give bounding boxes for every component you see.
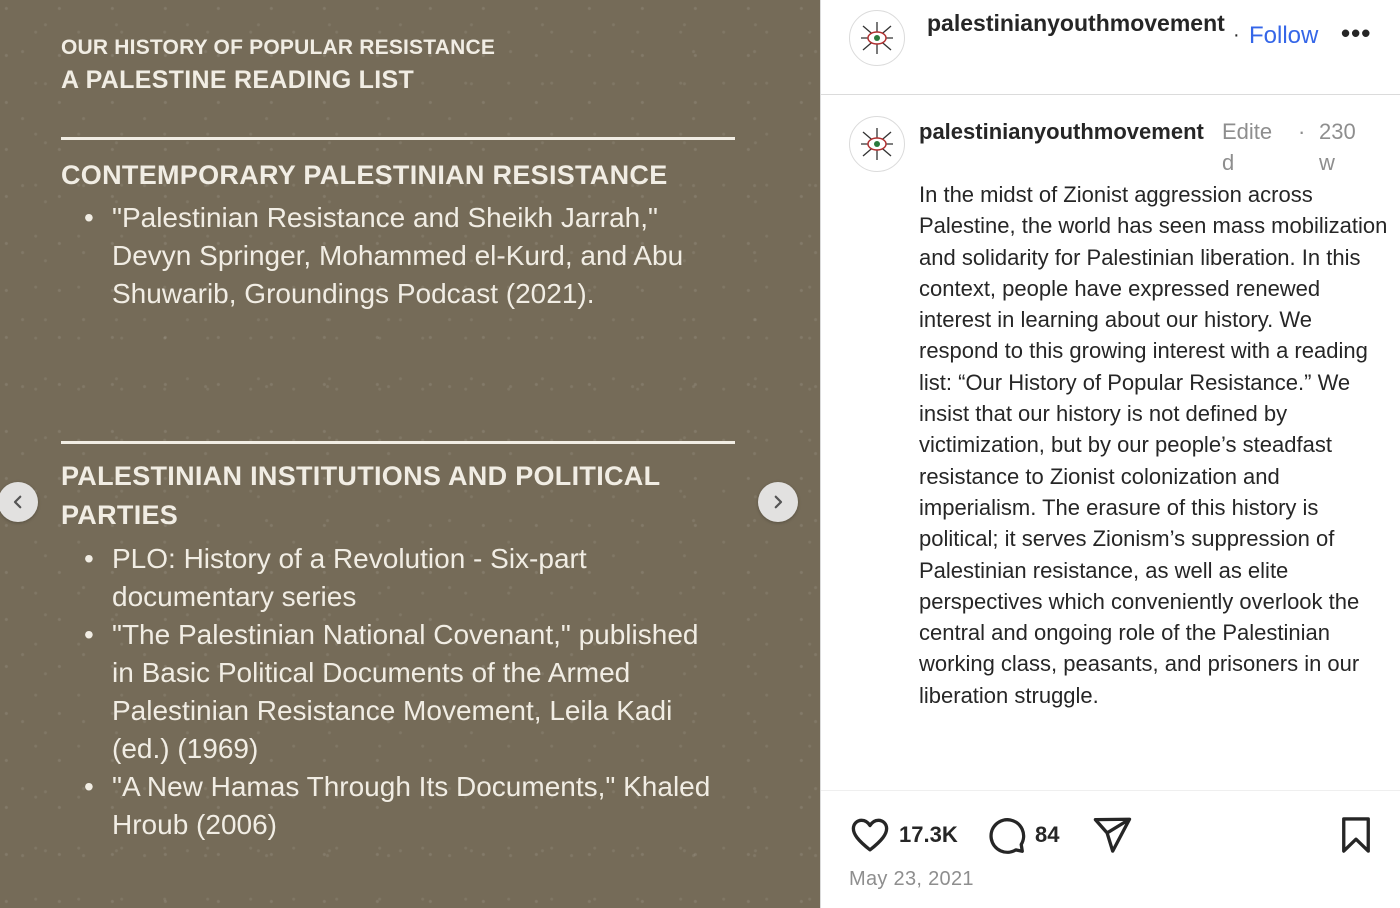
section-divider [61,137,735,140]
reading-list [84,540,724,844]
section-title: CONTEMPORARY PALESTINIAN RESISTANCE [61,160,668,190]
list-item: • PLO: History of a Revolution - Six-part documentary series [84,540,724,616]
slide-heading: OUR HISTORY OF POPULAR RESISTANCE [61,36,496,59]
save-button[interactable] [1335,814,1377,856]
post-date[interactable]: May 23, 2021 [849,868,974,890]
chevron-right-icon [769,493,787,511]
edited-label: Edited [1222,119,1273,175]
logo-icon [857,124,897,164]
separator-dot: · [1298,119,1306,144]
follow-button[interactable]: Follow [1249,22,1319,49]
list-item: • "Palestinian Resistance and Sheikh Jarrah," Devyn Springer, Mohammed el-Kurd, and Abu Shuwarib, Groundings Podcast (2021). [84,199,724,313]
caption-text: In the midst of Zionist aggression across Palestine, the world has seen mass mobilization and solidarity for Palestinian liberation. In this context, people have expressed renewed interest in learning about our history. We respond to this growing interest with a reading list: “Our History of Popular Resistance.” We insist that our history is not defined by victimization, but by our people’s steadfast resistance to Zionist colonization and imperialism. The erasure of this history is political; it serves Zionism’s suppression of Palestinian resistance, as well as elite perspectives which conveniently overlook the central and ongoing role of the Palestinian working class, peasants, and prisoners in our liberation struggle. [919,182,1388,708]
actions-divider [821,790,1400,791]
list-item: • "The Palestinian National Covenant," published in Basic Political Documents of the Armed Palestinian Resistance Movement, Leila Kadi (ed.) (1969) [84,616,724,768]
like-count: 17.3K [899,822,958,847]
heart-icon [849,814,891,856]
post-age[interactable]: 230w [1319,119,1356,175]
carousel-prev-button[interactable] [0,482,38,522]
slide-subheading: A PALESTINE READING LIST [61,66,415,94]
logo-icon [857,18,897,58]
reading-list [84,199,724,313]
comment-button[interactable] [985,814,1059,856]
avatar[interactable] [849,116,905,172]
avatar[interactable] [849,10,905,66]
header-divider [821,94,1400,95]
post-panel [820,0,1400,908]
account-username[interactable]: palestinianyouthmovement [927,10,1225,36]
list-item: • "A New Hamas Through Its Documents," Khaled Hroub (2006) [84,768,724,844]
separator-dot: · [1233,24,1240,46]
carousel-next-button[interactable] [758,482,798,522]
like-button[interactable] [849,814,958,856]
chevron-left-icon [9,493,27,511]
comment-bubble-icon [985,814,1027,856]
comment-count: 84 [1035,822,1060,847]
more-options-button[interactable]: ••• [1341,18,1372,48]
share-button[interactable] [1091,814,1133,856]
section-divider [61,441,735,444]
bookmark-icon [1335,814,1377,856]
section-title: PALESTINIAN INSTITUTIONS AND POLITICAL PARTIES [61,461,660,530]
caption-username[interactable]: palestinianyouthmovement [919,119,1204,144]
paper-plane-icon [1091,814,1133,856]
